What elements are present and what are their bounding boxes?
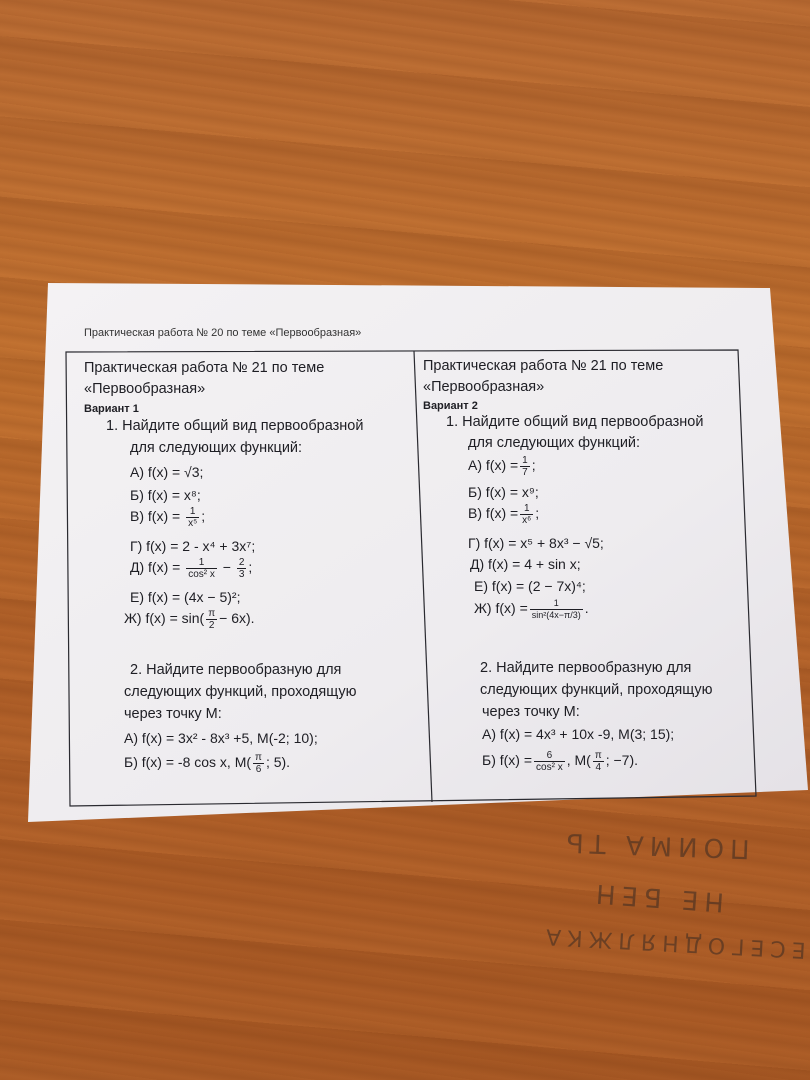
- left-item-d-fraction2: [237, 557, 247, 580]
- sheet-header: Практическая работа № 20 по теме «Первообразная»: [84, 327, 362, 339]
- right-item-v-label: В) f(x) =: [468, 505, 519, 522]
- left-task2-a: А) f(x) = 3x² - 8x³ +5, М(-2; 10);: [124, 730, 318, 746]
- left-variant: Вариант 1: [84, 403, 139, 415]
- left-item-g: Г) f(x) = 2 - x⁴ + 3x⁷;: [130, 538, 256, 554]
- left-task2-line2: следующих функций, проходящую: [124, 684, 357, 700]
- left-item-v-den: x⁵: [188, 518, 198, 529]
- right-task2-line1: 2. Найдите первообразную для: [480, 660, 692, 676]
- left-task1-line1: 1. Найдите общий вид первообразной: [106, 418, 364, 434]
- desk-scribble-1: ПОИМА ТЬ: [559, 826, 751, 864]
- right-item-zh-end: .: [584, 600, 589, 617]
- right-item-a-num: 1: [522, 455, 528, 466]
- left-item-zh-den: 2: [208, 620, 215, 631]
- right-task2-b-den2: 4: [595, 762, 602, 773]
- right-item-zh-fraction: [530, 598, 583, 621]
- left-task2-line1: 2. Найдите первообразную для: [130, 662, 342, 678]
- right-item-v: [468, 503, 539, 526]
- right-title-line1: Практическая работа № 21 по теме: [423, 358, 664, 374]
- right-item-v-end: ;: [535, 505, 540, 522]
- left-title-line2: «Первообразная»: [84, 381, 206, 397]
- left-item-zh-fraction: [206, 608, 217, 631]
- left-task2-b-label: Б) f(x) = -8 cos x, М(: [124, 754, 252, 771]
- left-item-d-minus: −: [222, 559, 231, 576]
- right-task2-b-num1: 6: [534, 750, 565, 762]
- right-item-v-num: 1: [520, 503, 533, 515]
- right-task2-b-end: ; −7).: [605, 752, 639, 769]
- right-task2-b-num2: π: [594, 750, 602, 761]
- left-item-v-end: ;: [201, 508, 206, 525]
- right-variant: Вариант 2: [423, 400, 478, 412]
- right-item-zh-num: 1: [530, 598, 583, 610]
- right-item-zh-den: sin²(4x−π/3): [531, 610, 581, 620]
- right-item-a-end: ;: [531, 457, 536, 474]
- left-task2-b: [124, 752, 290, 775]
- right-item-v-den: x⁶: [522, 515, 532, 526]
- right-item-v-fraction: [520, 503, 533, 526]
- right-task2-b: [482, 750, 638, 773]
- left-item-d-label: Д) f(x) =: [130, 559, 181, 576]
- left-item-d-den1: cos² x: [188, 569, 215, 580]
- desk-scribble-3: ЕСЕГОДНЯЛЖКА: [539, 923, 807, 962]
- left-item-zh-end: − 6x).: [219, 610, 255, 627]
- right-item-g: Г) f(x) = x⁵ + 8x³ − √5;: [468, 535, 604, 551]
- left-item-e: Е) f(x) = (4x − 5)²;: [130, 589, 241, 605]
- left-item-d-num1: 1: [186, 557, 217, 569]
- right-task2-b-label: Б) f(x) =: [482, 752, 533, 769]
- left-task2-b-num: π: [255, 752, 262, 763]
- left-task2-b-end: ; 5).: [265, 754, 291, 771]
- left-task2-line3: через точку М:: [124, 706, 222, 722]
- left-item-v-label: В) f(x) =: [130, 508, 181, 525]
- left-item-v-fraction: [186, 506, 199, 529]
- left-item-d-den2: 3: [238, 569, 245, 580]
- left-item-a: А) f(x) = √3;: [130, 464, 204, 480]
- right-item-zh: [474, 598, 589, 621]
- right-item-e: Е) f(x) = (2 − 7x)⁴;: [474, 578, 586, 594]
- right-title-line2: «Первообразная»: [423, 379, 545, 395]
- right-task2-b-fraction1: [534, 750, 565, 773]
- right-task2-b-point: , М(: [566, 752, 591, 769]
- left-item-zh-num: π: [208, 608, 216, 619]
- left-task2-b-fraction: [253, 752, 264, 775]
- left-item-d-num2: 2: [238, 557, 245, 568]
- right-task2-b-fraction2: [593, 750, 604, 773]
- left-item-v-num: 1: [186, 506, 199, 518]
- right-item-a: [468, 455, 536, 478]
- right-task2-line3: через точку М:: [482, 704, 580, 720]
- left-item-b: Б) f(x) = x⁸;: [130, 487, 201, 503]
- desk-scribble-2: НЕ БЕН: [589, 877, 725, 917]
- right-task1-line1: 1. Найдите общий вид первообразной: [446, 414, 704, 430]
- left-title-line1: Практическая работа № 21 по теме: [84, 360, 325, 376]
- right-item-d: Д) f(x) = 4 + sin x;: [470, 556, 581, 572]
- right-item-b: Б) f(x) = x⁹;: [468, 484, 539, 500]
- left-task2-b-den: 6: [255, 764, 262, 775]
- right-item-a-label: А) f(x) =: [468, 457, 519, 474]
- right-item-zh-label: Ж) f(x) =: [474, 600, 528, 617]
- right-item-a-fraction: [520, 455, 530, 478]
- right-task2-a: А) f(x) = 4x³ + 10x -9, М(3; 15);: [482, 726, 675, 742]
- left-task1-line2: для следующих функций:: [130, 440, 303, 456]
- left-item-d-fraction1: [186, 557, 217, 580]
- left-item-d-end: ;: [248, 559, 253, 576]
- left-item-zh-label: Ж) f(x) = sin(: [124, 610, 205, 627]
- right-task2-b-den1: cos² x: [536, 762, 563, 773]
- right-task1-line2: для следующих функций:: [468, 435, 641, 451]
- left-item-zh: [124, 608, 255, 631]
- left-item-v: [130, 506, 205, 529]
- right-task2-line2: следующих функций, проходящую: [480, 682, 713, 698]
- left-item-d: [130, 557, 252, 580]
- right-item-a-den: 7: [522, 467, 528, 478]
